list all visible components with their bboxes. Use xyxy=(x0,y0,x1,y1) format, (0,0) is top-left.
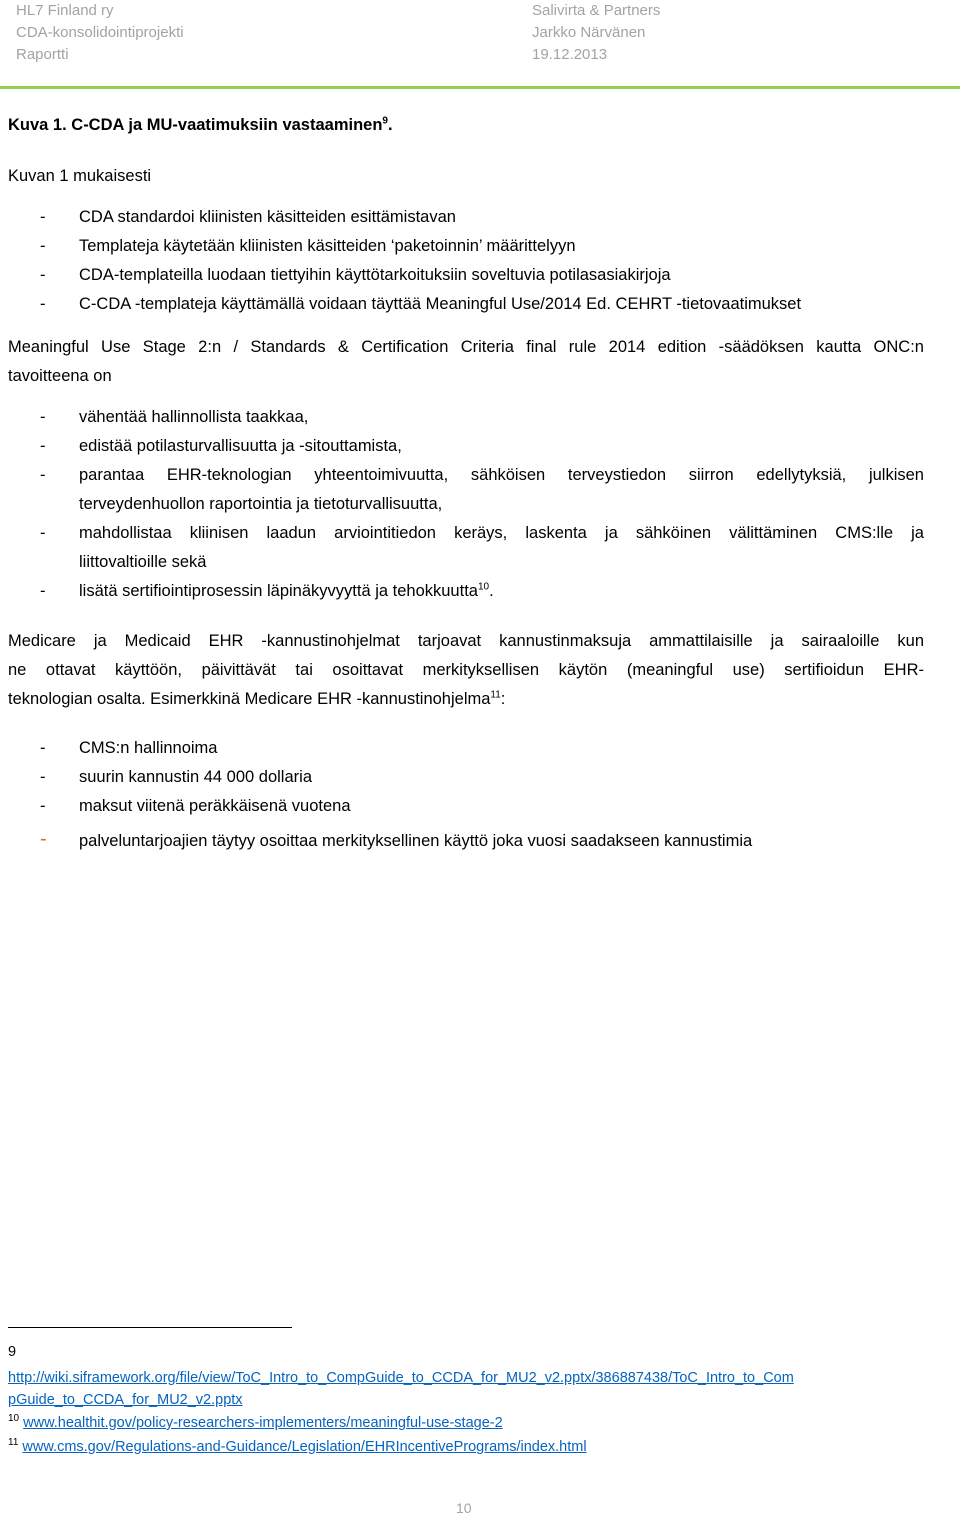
footnote-10: $^{10}$ www.healthit.gov/policy-researchers-implementers/meaningful-use-stage-2 xyxy=(8,1413,503,1431)
footnote-11: $^{11}$ www.cms.gov/Regulations-and-Guidance/Legislation/EHRIncentivePrograms/index.html xyxy=(8,1437,587,1455)
list-item: - mahdollistaa kliinisen laadun arviointitiedon keräys, laskenta ja sähköinen välittäminen CMS:lle ja liittovaltioille sekä xyxy=(40,524,924,571)
footnote-9 xyxy=(8,1367,794,1389)
header-date: 19.12.2013 xyxy=(532,46,608,63)
footnote-separator xyxy=(8,1327,292,1328)
header-right xyxy=(532,0,660,66)
header-author: Jarkko Närvänen xyxy=(532,24,646,41)
footnote-ref: 10 xyxy=(477,581,490,593)
footnote-link[interactable]: www.cms.gov/Regulations-and-Guidance/Legislation/EHRIncentivePrograms/index.html xyxy=(22,1439,587,1455)
footnote-number: 9 xyxy=(8,1344,17,1360)
caption-text: Kuva 1. C-CDA ja MU-vaatimuksiin vastaaminen xyxy=(8,116,383,134)
list-item: - parantaa EHR-teknologian yhteentoimivuutta, sähköisen terveystiedon siirron edellytyksiä, julkisen terveydenhuollon raportointia ja tietoturvallisuutta, xyxy=(40,466,924,513)
footnote-link[interactable]: pGuide_to_CCDA_for_MU2_v2.pptx xyxy=(8,1392,243,1408)
header-project: CDA-konsolidointiprojekti xyxy=(16,24,184,41)
footnote-9-cont xyxy=(8,1389,243,1411)
header-left xyxy=(16,0,184,66)
caption-tail: . xyxy=(387,116,393,134)
caption-ref: 9 xyxy=(382,115,388,127)
footnote-link[interactable]: www.healthit.gov/policy-researchers-implementers/meaningful-use-stage-2 xyxy=(23,1415,503,1431)
header-company: Salivirta & Partners xyxy=(532,2,661,19)
header-rule xyxy=(0,86,960,89)
paragraph-mu-stage2: Meaningful Use Stage 2:n / Standards & Certification Criteria final rule 2014 edition -säädöksen kautta ONC:n tavoitteena on xyxy=(8,338,924,385)
header-doctype: Raportti xyxy=(16,46,69,63)
footnote-ref: 11 xyxy=(490,689,501,701)
footnote-link[interactable]: http://wiki.siframework.org/file/view/ToC_Intro_to_CompGuide_to_CCDA_for_MU2_v2.pptx/386887438/ToC_Intro_to_Com xyxy=(8,1370,794,1386)
paragraph-medicare: Medicare ja Medicaid EHR -kannustinohjelmat tarjoavat kannustinmaksuja ammattilaisille ja sairaaloille kun ne ottavat käyttöön, päivittävät tai osoittavat merkityksellisen käytön (meaningful use) sertifioidun EHR- teknologian osalta. Esimerkkinä Medicare EHR -kannustinohjelma$^{11}$: xyxy=(8,632,924,708)
page-number: 10 xyxy=(456,1500,472,1516)
header-org: HL7 Finland ry xyxy=(16,2,114,19)
figure-caption xyxy=(8,116,393,135)
intro-text: Kuvan 1 mukaisesti xyxy=(8,167,152,185)
